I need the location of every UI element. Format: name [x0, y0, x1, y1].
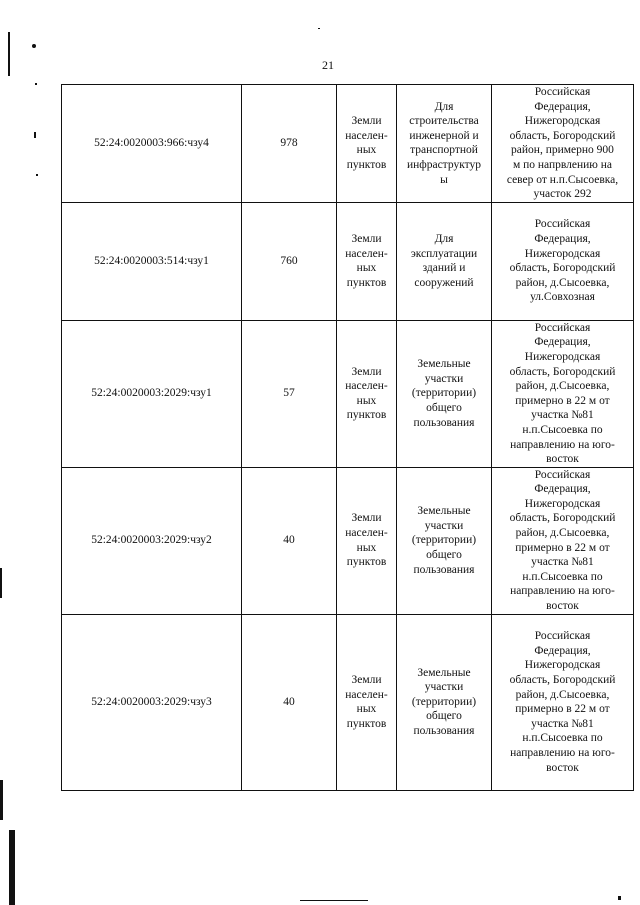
- permitted-use: Земельные участки (территории) общего пользования: [397, 614, 492, 790]
- cadastral-number: 52:24:0020003:2029:чзу1: [62, 320, 242, 467]
- permitted-use: Для строительства инженерной и транспортной инфраструктур ы: [397, 85, 492, 203]
- land-category: Земли населен- ных пунктов: [337, 320, 397, 467]
- table-row: [62, 614, 634, 790]
- table-row: [62, 85, 634, 203]
- parcel-area: 978: [242, 85, 337, 203]
- land-category: Земли населен- ных пунктов: [337, 614, 397, 790]
- parcel-location: Российская Федерация, Нижегородская область, Богородский район, д.Сысоевка, ул.Совхозная: [492, 202, 634, 320]
- scan-artifact: [32, 44, 36, 48]
- scan-artifact: [0, 568, 2, 598]
- scan-artifact: [0, 780, 3, 820]
- permitted-use: Земельные участки (территории) общего пользования: [397, 467, 492, 614]
- parcel-location: Российская Федерация, Нижегородская область, Богородский район, примерно 900 м по напрвлению на север от н.п.Сысоевка, участок 292: [492, 85, 634, 203]
- table-row: [62, 320, 634, 467]
- parcels-table: [61, 84, 634, 791]
- parcel-area: 57: [242, 320, 337, 467]
- land-category: Земли населен- ных пунктов: [337, 202, 397, 320]
- scan-artifact: [8, 32, 10, 76]
- cadastral-number: 52:24:0020003:966:чзу4: [62, 85, 242, 203]
- scan-artifact: [9, 830, 15, 905]
- land-category: Земли населен- ных пунктов: [337, 467, 397, 614]
- scan-artifact: [36, 174, 38, 176]
- parcel-location: Российская Федерация, Нижегородская область, Богородский район, д.Сысоевка, примерно в 22 м от участка №81 н.п.Сысоевка по направлению на юго- восток: [492, 614, 634, 790]
- cadastral-number: 52:24:0020003:2029:чзу2: [62, 467, 242, 614]
- scan-artifact: [300, 900, 368, 901]
- table-row: [62, 467, 634, 614]
- cadastral-number: 52:24:0020003:514:чзу1: [62, 202, 242, 320]
- cadastral-number: 52:24:0020003:2029:чзу3: [62, 614, 242, 790]
- parcel-area: 40: [242, 614, 337, 790]
- parcel-location: Российская Федерация, Нижегородская область, Богородский район, д.Сысоевка, примерно в 22 м от участка №81 н.п.Сысоевка по направлению на юго- восток: [492, 320, 634, 467]
- permitted-use: Земельные участки (территории) общего пользования: [397, 320, 492, 467]
- scan-artifact: [34, 132, 36, 138]
- parcel-area: 760: [242, 202, 337, 320]
- permitted-use: Для эксплуатации зданий и сооружений: [397, 202, 492, 320]
- table-row: [62, 202, 634, 320]
- scan-artifact: [618, 896, 621, 900]
- scan-artifact: [318, 28, 320, 29]
- parcel-area: 40: [242, 467, 337, 614]
- scan-artifact: [35, 83, 37, 85]
- land-category: Земли населен- ных пунктов: [337, 85, 397, 203]
- page-number: 21: [322, 58, 334, 72]
- parcel-location: Российская Федерация, Нижегородская область, Богородский район, д.Сысоевка, примерно в 22 м от участка №81 н.п.Сысоевка по направлению на юго- восток: [492, 467, 634, 614]
